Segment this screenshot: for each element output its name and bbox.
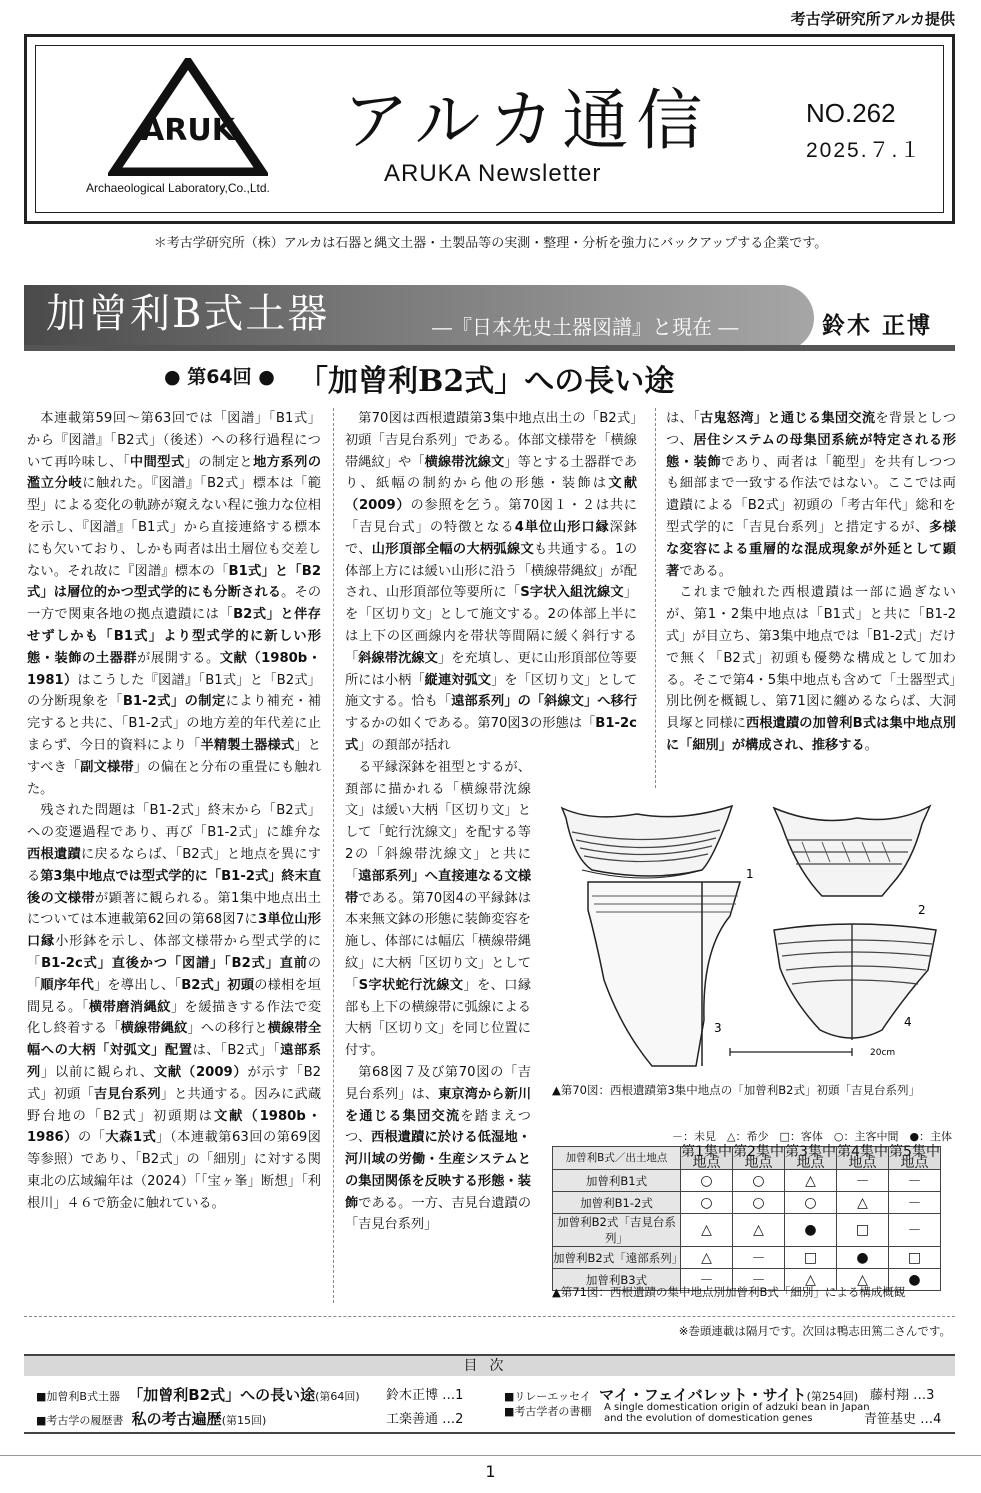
issue-number: NO.262 <box>806 98 896 128</box>
toc-category: ■加曾利B式土器 <box>36 1390 120 1403</box>
toc-title-line: and the evolution of domestication genes <box>604 1413 813 1424</box>
table-row <box>553 1192 941 1214</box>
table-cell: □ <box>837 1214 889 1247</box>
figure-70-pottery-drawings <box>552 800 956 1074</box>
toc-author <box>386 1384 463 1403</box>
table-row <box>553 1170 941 1192</box>
table-header-cell: 加曾利B式／出土地点 <box>553 1147 681 1170</box>
toc-page: …2 <box>442 1412 464 1427</box>
table-cell: △ <box>733 1214 785 1247</box>
lab-name: Archaeological Laboratory,Co.,Ltd. <box>86 181 270 195</box>
table-legend: －：未見 △：希少 □：客体 ○：主客中間 ●：主体 <box>672 1130 953 1143</box>
table-cell: － <box>889 1214 941 1247</box>
episode-title: 「加曾利B2式」への長い途 <box>298 364 675 399</box>
table-cell: □ <box>889 1247 941 1269</box>
table-cell: ○ <box>681 1192 733 1214</box>
toc-author <box>864 1408 941 1427</box>
table-cell: △ <box>785 1170 837 1192</box>
newsletter-title: アルカ通信 <box>343 82 711 159</box>
table-header-cell: 第1集中地点 <box>681 1144 732 1171</box>
toc-heading: 目次 <box>24 1354 955 1376</box>
logo-text: ARUK <box>141 113 235 148</box>
table-cell: － <box>681 1269 733 1291</box>
fig70-label-4: 4 <box>904 1015 912 1029</box>
table-cell: 加曾利B2式「遠部系列」 <box>553 1247 681 1269</box>
table-cell: △ <box>785 1269 837 1291</box>
scale-label: 20cm <box>870 1048 896 1058</box>
table-cell: － <box>889 1192 941 1214</box>
table-71-caption: ▲第71図：西根遺蹟の集中地点別加曾利B式「細別」による構成概観 <box>552 1285 906 1299</box>
table-cell: ○ <box>733 1170 785 1192</box>
table-cell: － <box>837 1170 889 1192</box>
table-header-cell: 第2集中地点 <box>733 1144 784 1171</box>
toc-category: ■考古学者の書棚 <box>504 1405 592 1418</box>
page-number: 1 <box>485 1462 496 1481</box>
toc-author-name: 藤村翔 <box>870 1388 910 1403</box>
toc-item-english-title[interactable] <box>604 1402 870 1424</box>
table-cell: △ <box>681 1214 733 1247</box>
toc-note: (第15回) <box>221 1414 267 1427</box>
toc-page: …1 <box>442 1388 464 1403</box>
table-cell: － <box>889 1170 941 1192</box>
table-cell: △ <box>837 1192 889 1214</box>
toc-title: 私の考古遍歴 <box>131 1410 222 1428</box>
table-cell: ● <box>889 1269 941 1291</box>
series-title: 加曾利B式土器 <box>46 291 330 337</box>
table-header-cell: 第5集中地点 <box>889 1144 940 1171</box>
series-notice: ※巻頭連載は隔月です。次回は鴨志田篤二さんです。 <box>678 1324 951 1338</box>
table-of-contents <box>24 1376 955 1434</box>
toc-author <box>386 1408 463 1427</box>
toc-author-name: 青笹基史 <box>864 1412 917 1427</box>
toc-author-name: 工楽善通 <box>386 1412 439 1427</box>
article-column-2: 第70図は西根遺蹟第3集中地点出土の「B2式」初頭「吉見台系列」である。体部文様帯を「横線帯縄紋」や「横線帯沈線文」等とする土器群であり、紙幅の制約から他の形態・装飾は文献（2009）の参照を乞う。第70図１・２は共に「吉見台式」の特徴となる4単位山形口縁深鉢で、山形頂部全幅の大柄弧線文も共通する。1の体部上方には緩い山形に沿う「横線帯縄紋」が配され、山形頂部位等要所に「S字状入組沈線文」を「区切り文」として施文する。2の体部上半には上下の区画線内を帯状等間隔に緩く斜行する「斜線帯沈線文」を充填し、更に山形頂部位等要所には小柄「縦連対弧文」を「区切り文」として施文する。恰も「遠部系列」の「斜線文」へ移行するかの如くである。第70図3の形態は「B1-2c式」の頚部が括れ る平縁深鉢を祖型とするが、頚部に描かれる「横線帯沈線文」は緩い大柄「区切り文」として「蛇行沈線文」を配する等2の「斜線帯沈線文」と共に「遠部系列」へ直接連なる文様帯である。第70図4の平縁鉢は本来無文鉢の形態に装飾変容を施し、体部には幅広「横線帯縄紋」に大柄「区切り文」として「S字状蛇行沈線文」を、口縁部も上下の横線帯に弧線による大柄「区切り文」を同じ位置に付す。 第68図７及び第70図の「吉見台系列」は、東京湾から新川を通じる集団交流を踏まえつつ、西根遺蹟に於ける低湿地・河川域の労働・生産システムとの集団関係を反映する形態・装飾である。一方、吉見台遺蹟の「吉見台系列」 <box>345 411 638 1233</box>
toc-page: …3 <box>913 1388 935 1403</box>
newsletter-subtitle: ARUKA Newsletter <box>384 160 602 187</box>
table-cell: ○ <box>733 1192 785 1214</box>
toc-item[interactable] <box>36 1408 266 1429</box>
table-cell: ○ <box>681 1170 733 1192</box>
table-header-cell: 第3集中地点 <box>785 1144 836 1171</box>
fig70-label-1: 1 <box>746 867 754 881</box>
author-name: 鈴木 正博 <box>822 312 933 339</box>
fig70-label-2: 2 <box>918 903 926 917</box>
table-cell: □ <box>785 1247 837 1269</box>
toc-title: マイ・フェイバレット・サイト <box>599 1386 807 1404</box>
table-cell: ○ <box>785 1192 837 1214</box>
toc-category: ■考古学の履歴書 <box>36 1414 124 1427</box>
table-cell: △ <box>837 1269 889 1291</box>
table-cell: － <box>733 1247 785 1269</box>
toc-item[interactable] <box>504 1403 591 1419</box>
figure-70-caption: ▲第70図：西根遺蹟第3集中地点の「加曾利B2式」初頭「吉見台系列」 <box>552 1083 920 1097</box>
toc-author <box>870 1384 934 1403</box>
table-row <box>553 1247 941 1269</box>
toc-note: (第64回) <box>315 1390 360 1403</box>
table-71 <box>552 1146 941 1291</box>
provider-label: 考古学研究所アルカ提供 <box>790 10 955 28</box>
article-column-1: 本連載第59回～第63回では「図譜」「B1式」から『図譜』「B2式」（後述）への移行過程について再吟味し、「中間型式」の制定と地方系列の濫立分岐に触れた。『図譜』「B2式」標本は「範型」による変化の軌跡が窺えない程に強力な位相を示し、『図譜』「B1式」から直接連絡する標本にも欠いており、しかも両者は出土層位も交差しない。それ故に『図譜』標本の「B1式」と「B2式」は層位的かつ型式学的にも分断される。その一方で関東各地の拠点遺蹟には「B2式」と伴存せずしかも「B1式」より型式学的に新しい形態・装飾の土器群が展開する。文献（1980b・1981）はこうした『図譜』「B1式」と「B2式」の分断現象を「B1-2式」の制定により補充・補完すると共に、「B1-2式」の地方差的年代差に止まらず、今日的資料により「半精製土器様式」とすべき「副文様帯」の偏在と分布の重畳にも触れた。 残された問題は「B1-2式」終末から「B2式」への変遷過程であり、再び「B1-2式」に雄弁な西根遺蹟に戻るならば、「B2式」と地点を異にする第3集中地点では型式学的に「B1-2式」終末直後の文様帯が顕著に観られる。第1集中地点出土については本連載第62回の第68図7に3単位山形口縁小形鉢を示し、体部文様帯から型式学的に「B1-2c式」直後かつ「図譜」「B2式」直前の「順序年代」を導出し、「B2式」初頭の様相を垣間見る。「横帯磨消縄紋」を緩描きする作法で変化し終着する「横線帯縄紋」への移行と横線帯全幅への大柄「対弧文」配置は、「B2式」「遠部系列」以前に観られ、文献（2009）が示す「B2式」初頭「吉見台系列」と共通する。因みに武蔵野台地の「B2式」初頭期は文献（1980b・1986）の「大森1式」（本連載第63回の第69図等参照）であり、「B2式」の「細別」に対する関東北の広域編年は（2024）「「宝ヶ峯」断想」「利根川」４６で筋金に触れている。 <box>27 411 322 1211</box>
table-cell: ● <box>837 1247 889 1269</box>
toc-category: ■リレーエッセイ <box>504 1390 591 1403</box>
table-row <box>553 1214 941 1247</box>
table-cell: 加曾利B1-2式 <box>553 1192 681 1214</box>
episode-number: ● 第64回 ● <box>164 366 275 388</box>
table-cell: △ <box>681 1247 733 1269</box>
article-column-3: は、「古鬼怒湾」と通じる集団交流を背景としつつ、居住システムの母集団系統が特定される形態・装飾であり、両者は「範型」を共有しつつも細部まで一致する作法ではない。ここでは両遺蹟による「B2式」初頭の「考古年代」総和を型式学的に「吉見台系列」と措定するが、多様な変容による重層的な混成現象が外延として顕著である。 これまで触れた西根遺蹟は一部に過ぎないが、第1・2集中地点は「B1式」と共に「B1-2式」が目立ち、第3集中地点では「B1-2式」だけで無く「B2式」初頭も優勢な構成として加わる。そこで第4・5集中地点も含めて「土器型式」別比例を概観し、第71図に纏めるならば、大洞貝塚と同様に西根遺蹟の加曾利B式は集中地点別に「細別」が構成され、推移する。 <box>666 411 957 753</box>
table-cell: ● <box>785 1214 837 1247</box>
table-cell: 加曾利B3式 <box>553 1269 681 1291</box>
toc-title: 「加曾利B2式」への長い途 <box>128 1386 316 1404</box>
aruka-logo-icon <box>108 58 268 176</box>
toc-page: …4 <box>920 1412 942 1427</box>
table-cell: 加曾利B1式 <box>553 1170 681 1192</box>
table-cell: 加曾利B2式「吉見台系列」 <box>553 1214 681 1247</box>
toc-title-line: A single domestication origin of adzuki bean in Japan <box>604 1402 870 1413</box>
table-header-cell: 第4集中地点 <box>837 1144 888 1171</box>
table-cell: － <box>733 1269 785 1291</box>
table-header-row <box>553 1147 941 1170</box>
issue-date: 2025.７.１ <box>806 139 923 162</box>
toc-author-name: 鈴木正博 <box>386 1388 439 1403</box>
fig70-label-3: 3 <box>714 1021 722 1035</box>
series-subtitle: ―『日本先史土器図譜』と現在 ― <box>432 315 739 339</box>
tagline: ＊考古学研究所（株）アルカは石器と縄文土器・土製品等の実測・整理・分析を強力にバックアップする企業です。 <box>153 236 828 251</box>
toc-item[interactable] <box>36 1384 360 1405</box>
toc-note: (第254回) <box>806 1390 859 1403</box>
